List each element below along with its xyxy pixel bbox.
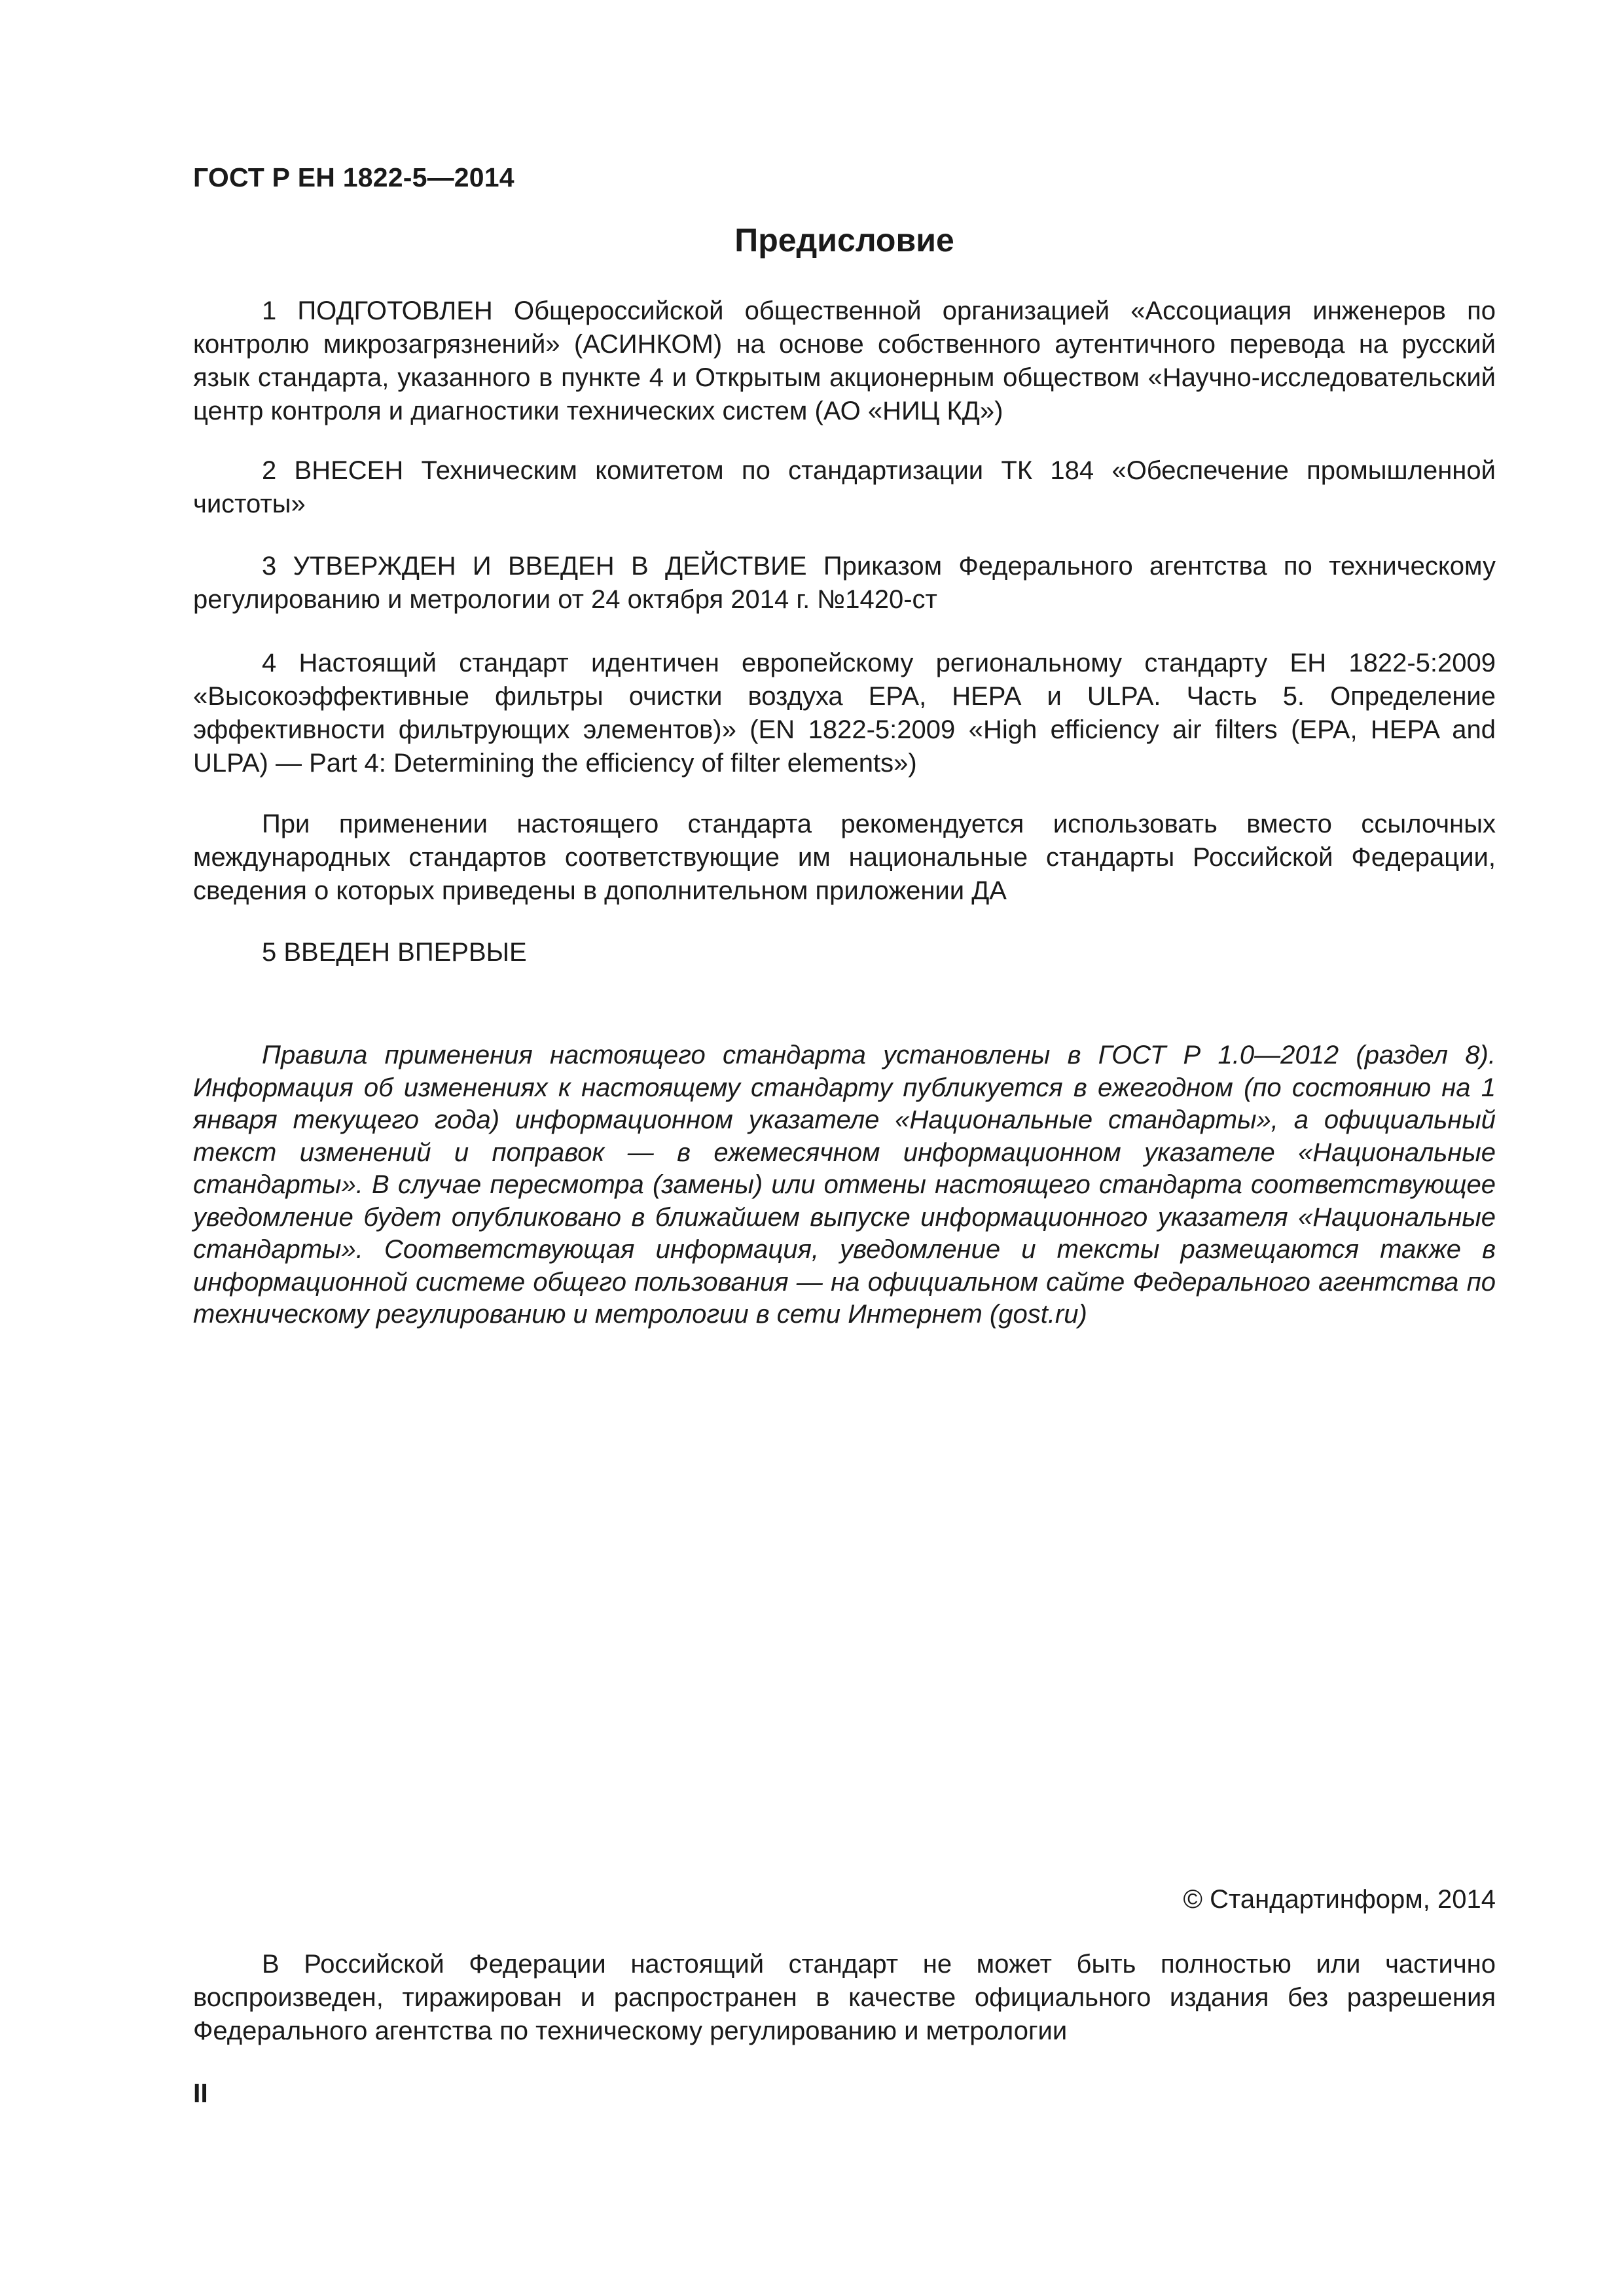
application-rules-notice: Правила применения настоящего стандарта установлены в ГОСТ Р 1.0—2012 (раздел 8). Информация об изменениях к настоящему стандарту публикуется в ежегодном (по состоянию на 1 января текущего года) информационном указателе «Национальные стандарты», а официальный текст изменений и поправок — в ежемесячном информационном указателе «Национальные стандарты». В случае пересмотра (замены) или отмены настоящего стандарта соответствующее уведомление будет опубликовано в ближайшем выпуске информационного указателя «Национальные стандарты». Соответствующая информация, уведомление и тексты размещаются также в информационной системе общего пользования — на официальном сайте Федерального агентства по техническому регулированию и метрологии в сети Интернет (gost.ru) (193, 1041, 1496, 1329)
paragraph-introduced-by: 2 ВНЕСЕН Техническим комитетом по стандартизации ТК 184 «Обеспечение промышленной чистоты» (193, 456, 1496, 518)
paragraph-first-introduced: 5 ВВЕДЕН ВПЕРВЫЕ (262, 938, 527, 967)
document-code-header: ГОСТ Р ЕН 1822-5—2014 (193, 162, 514, 192)
page-title: Предисловие (734, 222, 954, 259)
copyright-line: © Стандартинформ, 2014 (1183, 1885, 1496, 1914)
paragraph-application-note: При применении настоящего стандарта рекомендуется использовать вместо ссылочных международных стандартов соответствующие им национальные стандарты Российской Федерации, сведения о которых приведены в дополнительном приложении ДА (193, 810, 1496, 905)
reproduction-restriction-paragraph: В Российской Федерации настоящий стандарт не может быть полностью или частично воспроизведен, тиражирован и распространен в качестве официального издания без разрешения Федерального агентства по техническому регулированию и метрологии (193, 1950, 1496, 2045)
page-number: II (193, 2078, 208, 2108)
paragraph-prepared-by: 1 ПОДГОТОВЛЕН Общероссийской общественной организацией «Ассоциация инженеров по контролю микрозагрязнений» (АСИНКОМ) на основе собственного аутентичного перевода на русский язык стандарта, указанного в пункте 4 и Открытым акционерным обществом «Научно-исследовательский центр контроля и диагностики технических систем (АО «НИЦ КД») (193, 296, 1496, 425)
paragraph-approved: 3 УТВЕРЖДЕН И ВВЕДЕН В ДЕЙСТВИЕ Приказом Федерального агентства по техническому регулированию и метрологии от 24 октября 2014 г. №1420-ст (193, 552, 1496, 614)
paragraph-identical-standard: 4 Настоящий стандарт идентичен европейскому региональному стандарту ЕН 1822-5:2009 «Высокоэффективные фильтры очистки воздуха ЕРА, НЕРА и ULPA. Часть 5. Определение эффективности фильтрующих элементов)» (EN 1822-5:2009 «High efficiency air filters (EPA, HEPA and ULPA) — Part 4: Determining the efficiency of filter elements») (193, 649, 1496, 778)
